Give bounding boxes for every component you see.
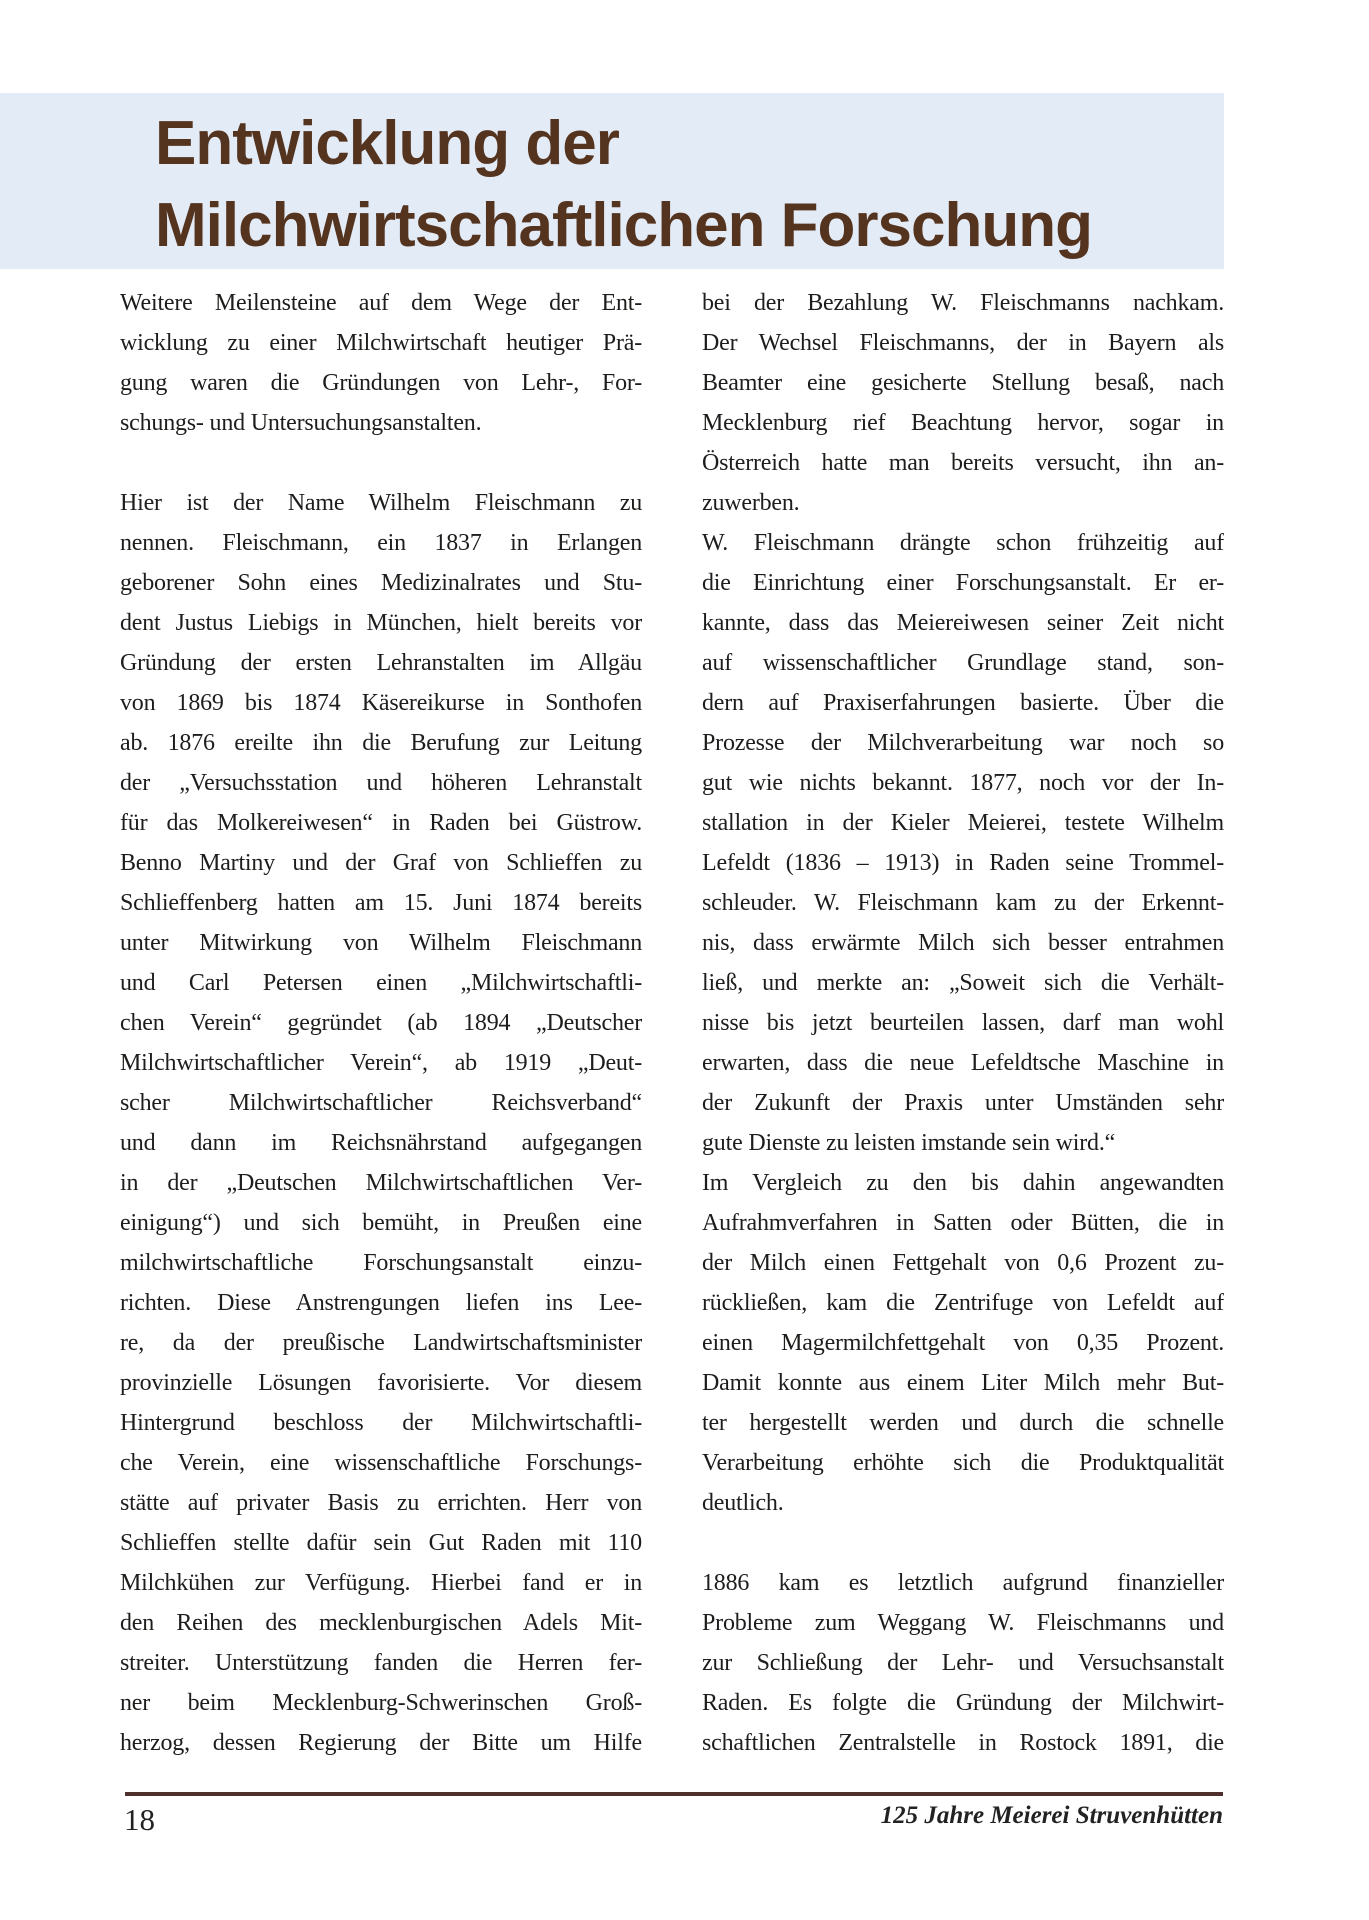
text-line: und dann im Reichsnährstand aufgegangen bbox=[120, 1130, 642, 1156]
text-line: schleuder. W. Fleischmann kam zu der Erkennt- bbox=[702, 890, 1224, 916]
text-line: kannte, dass das Meiereiwesen seiner Zeit nicht bbox=[702, 610, 1224, 636]
text-line: in der „Deutschen Milchwirtschaftlichen Ver- bbox=[120, 1170, 642, 1196]
page-number: 18 bbox=[124, 1802, 155, 1837]
text-line: re, da der preußische Landwirtschaftsminister bbox=[120, 1330, 642, 1356]
text-line: den Reihen des mecklenburgischen Adels Mit- bbox=[120, 1610, 642, 1636]
text-line: die Einrichtung einer Forschungsanstalt. Er er- bbox=[702, 570, 1224, 596]
text-line: schaftlichen Zentralstelle in Rostock 1891, die bbox=[702, 1730, 1224, 1756]
text-line: zur Schließung der Lehr- und Versuchsanstalt bbox=[702, 1650, 1224, 1676]
text-line: von 1869 bis 1874 Käsereikurse in Sonthofen bbox=[120, 690, 642, 716]
text-line: der Zukunft der Praxis unter Umständen sehr bbox=[702, 1090, 1224, 1116]
text-line: der Milch einen Fettgehalt von 0,6 Prozent zu- bbox=[702, 1250, 1224, 1276]
text-line: Gründung der ersten Lehranstalten im Allgäu bbox=[120, 650, 642, 676]
text-line: zuwerben. bbox=[702, 490, 800, 516]
title-band bbox=[0, 93, 1224, 269]
text-line: Prozesse der Milchverarbeitung war noch so bbox=[702, 730, 1224, 756]
text-line: schungs- und Untersuchungsanstalten. bbox=[120, 410, 482, 436]
text-line: gung waren die Gründungen von Lehr-, For- bbox=[120, 370, 642, 396]
text-line: nis, dass erwärmte Milch sich besser entrahmen bbox=[702, 930, 1224, 956]
paragraph bbox=[702, 1563, 1224, 1763]
text-line: ner beim Mecklenburg-Schwerinschen Groß- bbox=[120, 1690, 642, 1716]
text-line: Verarbeitung erhöhte sich die Produktqualität bbox=[702, 1450, 1224, 1476]
text-line: erwarten, dass die neue Lefeldtsche Maschine in bbox=[702, 1050, 1224, 1076]
text-line: Milchkühen zur Verfügung. Hierbei fand er in bbox=[120, 1570, 642, 1596]
text-column-left bbox=[120, 283, 642, 1763]
text-line: ließ, und merkte an: „Soweit sich die Verhält- bbox=[702, 970, 1224, 996]
text-line: für das Molkereiwesen“ in Raden bei Güstrow. bbox=[120, 810, 642, 836]
text-line: nisse bis jetzt beurteilen lassen, darf man wohl bbox=[702, 1010, 1224, 1036]
text-line: Schlieffenberg hatten am 15. Juni 1874 bereits bbox=[120, 890, 642, 916]
text-line: Beamter eine gesicherte Stellung besaß, nach bbox=[702, 370, 1224, 396]
text-line: unter Mitwirkung von Wilhelm Fleischmann bbox=[120, 930, 642, 956]
paragraph bbox=[702, 1163, 1224, 1523]
text-line: Milchwirtschaftlicher Verein“, ab 1919 „Deut- bbox=[120, 1050, 642, 1076]
text-line: deutlich. bbox=[702, 1490, 784, 1516]
text-line: Benno Martiny und der Graf von Schlieffen zu bbox=[120, 850, 642, 876]
page-title-line1: Entwicklung der bbox=[155, 109, 619, 178]
page-title-line2: Milchwirtschaftlichen Forschung bbox=[155, 191, 1092, 260]
page-title bbox=[0, 93, 1224, 267]
paragraph bbox=[702, 523, 1224, 1163]
text-line: dent Justus Liebigs in München, hielt bereits vor bbox=[120, 610, 642, 636]
text-line: Raden. Es folgte die Gründung der Milchwirt- bbox=[702, 1690, 1224, 1716]
text-line: dern auf Praxiserfahrungen basierte. Über die bbox=[702, 690, 1224, 716]
text-line: Mecklenburg rief Beachtung hervor, sogar in bbox=[702, 410, 1224, 436]
footer-rule bbox=[125, 1792, 1223, 1796]
body-text bbox=[120, 283, 1224, 1763]
text-line: Lefeldt (1836 – 1913) in Raden seine Trommel- bbox=[702, 850, 1224, 876]
paragraph bbox=[120, 483, 642, 1763]
text-line: provinzielle Lösungen favorisierte. Vor diesem bbox=[120, 1370, 642, 1396]
text-line: einigung“) und sich bemüht, in Preußen eine bbox=[120, 1210, 642, 1236]
text-line: W. Fleischmann drängte schon frühzeitig auf bbox=[702, 530, 1224, 556]
text-line: milchwirtschaftliche Forschungsanstalt einzu- bbox=[120, 1250, 642, 1276]
text-line: chen Verein“ gegründet (ab 1894 „Deutscher bbox=[120, 1010, 642, 1036]
paragraph bbox=[702, 283, 1224, 523]
text-line: ter hergestellt werden und durch die schnelle bbox=[702, 1410, 1224, 1436]
text-line: Damit konnte aus einem Liter Milch mehr But- bbox=[702, 1370, 1224, 1396]
text-line: Schlieffen stellte dafür sein Gut Raden mit 110 bbox=[120, 1530, 642, 1556]
text-line: Im Vergleich zu den bis dahin angewandten bbox=[702, 1170, 1224, 1196]
text-line: der „Versuchsstation und höheren Lehranstalt bbox=[120, 770, 642, 796]
text-line: Hintergrund beschloss der Milchwirtschaftli- bbox=[120, 1410, 642, 1436]
text-line: und Carl Petersen einen „Milchwirtschaftli- bbox=[120, 970, 642, 996]
text-line: stallation in der Kieler Meierei, testete Wilhelm bbox=[702, 810, 1224, 836]
text-line: 1886 kam es letztlich aufgrund finanzieller bbox=[702, 1570, 1224, 1596]
text-line: Probleme zum Weggang W. Fleischmanns und bbox=[702, 1610, 1224, 1636]
text-line: richten. Diese Anstrengungen liefen ins Lee- bbox=[120, 1290, 642, 1316]
text-line: stätte auf privater Basis zu errichten. Herr von bbox=[120, 1490, 642, 1516]
text-line: auf wissenschaftlicher Grundlage stand, son- bbox=[702, 650, 1224, 676]
text-column-right bbox=[702, 283, 1224, 1763]
text-line: Weitere Meilensteine auf dem Wege der Ent- bbox=[120, 290, 642, 316]
text-line: einen Magermilchfettgehalt von 0,35 Prozent. bbox=[702, 1330, 1224, 1356]
text-line: che Verein, eine wissenschaftliche Forschungs- bbox=[120, 1450, 642, 1476]
text-line: Hier ist der Name Wilhelm Fleischmann zu bbox=[120, 490, 642, 516]
footer-book-title: 125 Jahre Meierei Struvenhütten bbox=[880, 1802, 1223, 1829]
text-line: geborener Sohn eines Medizinalrates und Stu- bbox=[120, 570, 642, 596]
text-line: Aufrahmverfahren in Satten oder Bütten, die in bbox=[702, 1210, 1224, 1236]
text-line: herzog, dessen Regierung der Bitte um Hilfe bbox=[120, 1730, 642, 1756]
text-line: scher Milchwirtschaftlicher Reichsverband“ bbox=[120, 1090, 642, 1116]
text-line: Österreich hatte man bereits versucht, ihn an- bbox=[702, 450, 1224, 476]
text-line: wicklung zu einer Milchwirtschaft heutiger Prä- bbox=[120, 330, 642, 356]
paragraph bbox=[120, 283, 642, 443]
text-line: rückließen, kam die Zentrifuge von Lefeldt auf bbox=[702, 1290, 1224, 1316]
text-line: gute Dienste zu leisten imstande sein wird.“ bbox=[702, 1130, 1116, 1156]
text-line: ab. 1876 ereilte ihn die Berufung zur Leitung bbox=[120, 730, 642, 756]
text-line: Der Wechsel Fleischmanns, der in Bayern als bbox=[702, 330, 1224, 356]
text-line: gut wie nichts bekannt. 1877, noch vor der In- bbox=[702, 770, 1224, 796]
text-line: bei der Bezahlung W. Fleischmanns nachkam. bbox=[702, 290, 1224, 316]
text-line: streiter. Unterstützung fanden die Herren fer- bbox=[120, 1650, 642, 1676]
text-line: nennen. Fleischmann, ein 1837 in Erlangen bbox=[120, 530, 642, 556]
